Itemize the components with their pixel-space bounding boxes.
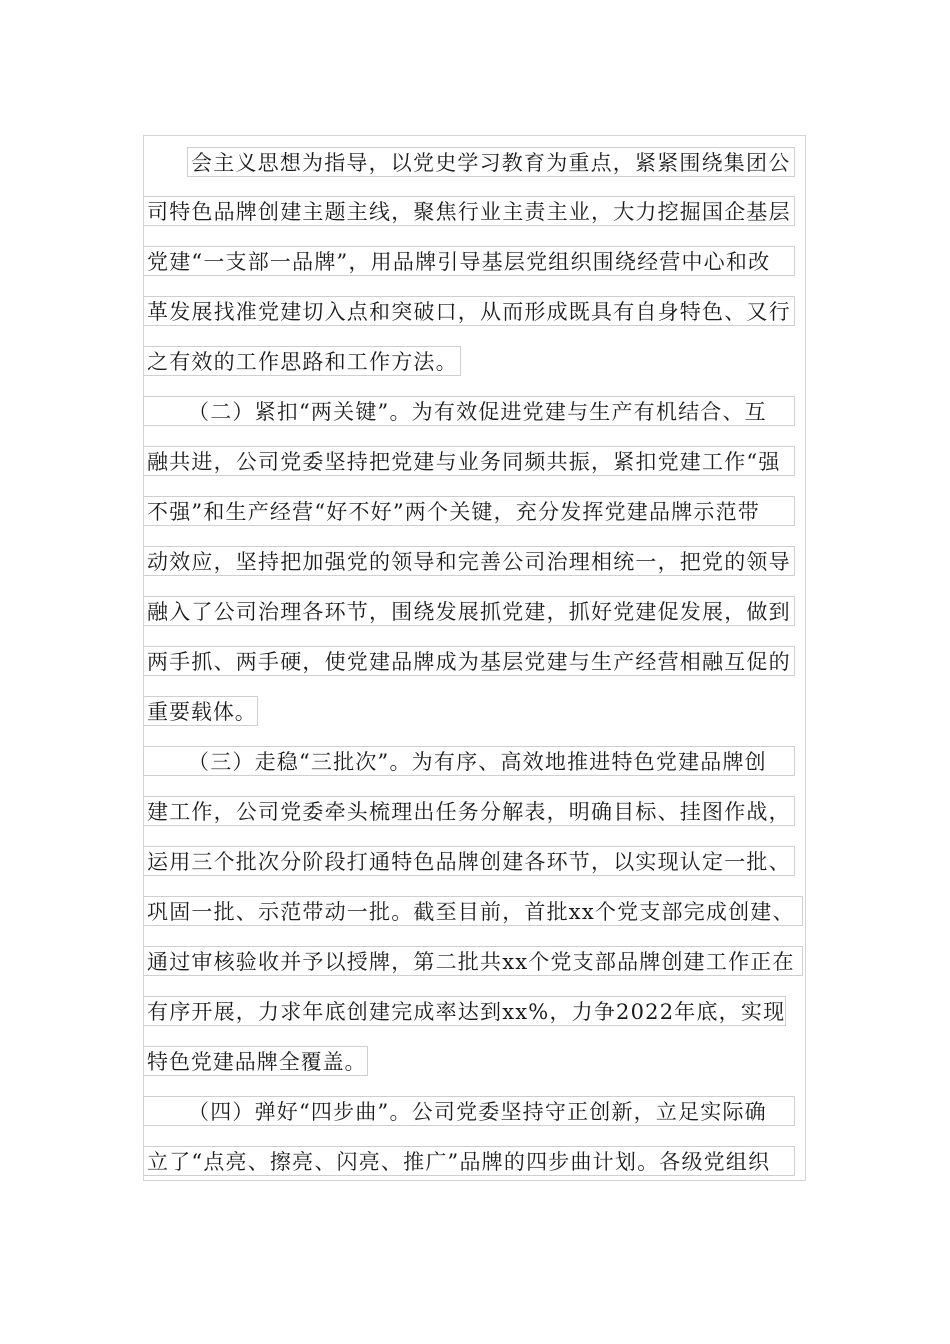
text-line: 融共进，公司党委坚持把党建与业务同频共振，紧扣党建工作“强 [143, 446, 795, 476]
text-line: 会主义思想为指导，以党史学习教育为重点，紧紧围绕集团公 [187, 147, 795, 177]
text-line: 立了“点亮、擦亮、闪亮、推广”品牌的四步曲计划。各级党组织 [143, 1146, 795, 1176]
text-line: 两手抓、两手硬，使党建品牌成为基层党建与生产经营相融互促的 [143, 646, 795, 676]
text-line: 司特色品牌创建主题主线，聚焦行业主责主业，大力挖掘国企基层 [143, 196, 795, 226]
text-line: 巩固一批、示范带动一批。截至目前，首批xx个党支部完成创建、 [143, 896, 803, 926]
text-line: 动效应，坚持把加强党的领导和完善公司治理相统一，把党的领导 [143, 546, 795, 576]
text-line: 不强”和生产经营“好不好”两个关键，充分发挥党建品牌示范带 [143, 496, 795, 526]
text-line: 重要载体。 [143, 696, 258, 726]
text-line: 运用三个批次分阶段打通特色品牌创建各环节，以实现认定一批、 [143, 846, 795, 876]
text-line: 之有效的工作思路和工作方法。 [143, 346, 461, 376]
text-line: 党建“一支部一品牌”，用品牌引导基层党组织围绕经营中心和改 [143, 246, 795, 276]
text-line: 有序开展，力求年底创建完成率达到xx%，力争2022年底，实现 [143, 996, 786, 1026]
text-line: 建工作，公司党委牵头梳理出任务分解表，明确目标、挂图作战， [143, 796, 795, 826]
text-line: 特色党建品牌全覆盖。 [143, 1046, 368, 1076]
text-line: 融入了公司治理各环节，围绕发展抓党建，抓好党建促发展，做到 [143, 596, 795, 626]
text-line: （四）弹好“四步曲”。公司党委坚持守正创新，立足实际确 [143, 1096, 795, 1126]
text-line: （三）走稳“三批次”。为有序、高效地推进特色党建品牌创 [143, 746, 795, 776]
text-line: 革发展找准党建切入点和突破口，从而形成既具有自身特色、又行 [143, 296, 795, 326]
text-line: （二）紧扣“两关键”。为有效促进党建与生产有机结合、互 [143, 396, 795, 426]
text-line: 通过审核验收并予以授牌，第二批共xx个党支部品牌创建工作正在 [143, 946, 803, 976]
